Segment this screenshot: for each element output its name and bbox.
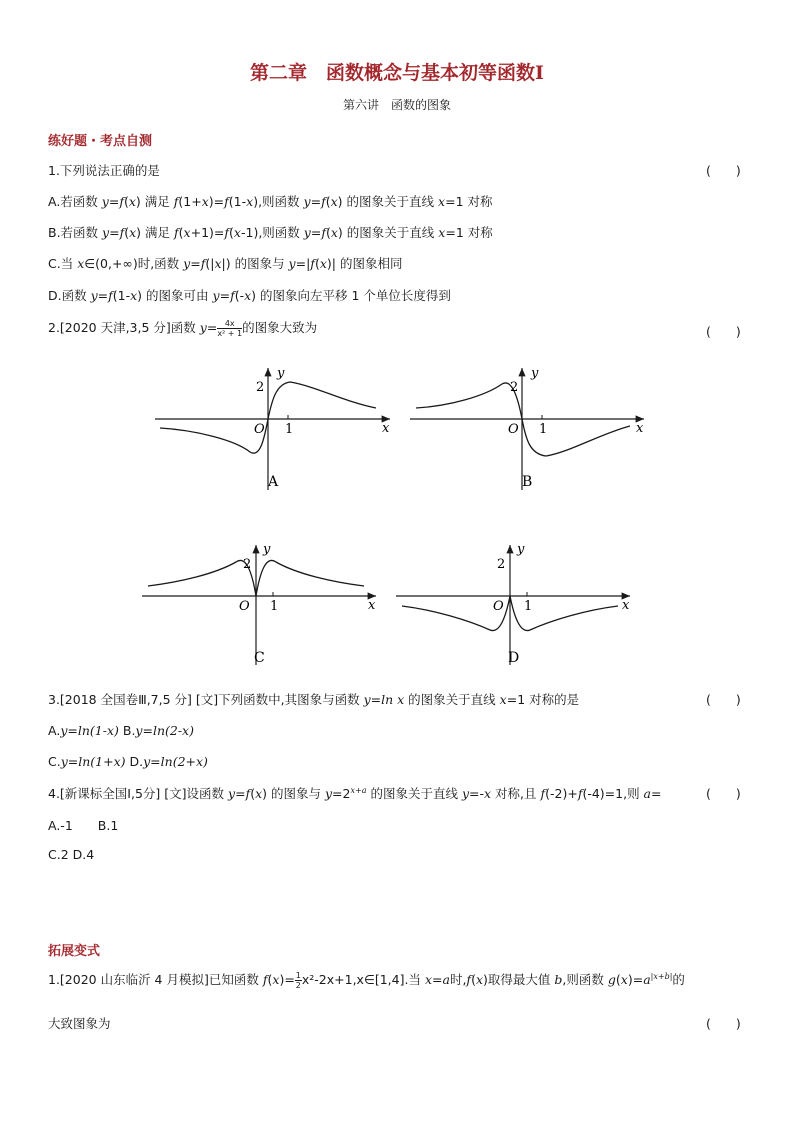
q1-option-d[interactable]: D.函数 y=f(1-x) 的图象可由 y=f(-x) 的图象向左平移 1 个单位长度得到: [48, 288, 451, 303]
graph-a[interactable]: [155, 366, 390, 490]
q2-graphs: [0, 340, 794, 685]
e1-answer-paren: ( ): [706, 1016, 741, 1031]
graph-d[interactable]: [396, 542, 630, 666]
graph-a-label: A: [268, 474, 279, 490]
q4-options-cd[interactable]: C.2 D.4: [48, 847, 95, 862]
graph-d-tick-y: 2: [497, 557, 506, 572]
q1-answer-paren: ( ): [706, 163, 741, 178]
e1-stem-line2: 大致图象为: [48, 1016, 111, 1031]
q2-answer-paren: ( ): [706, 324, 741, 339]
q3-answer-paren: ( ): [706, 692, 741, 707]
e1-stem: 1.[2020 山东临沂 4 月模拟]已知函数 f(x)= $\frac{1}{2}$ x²-2x+1,x∈[1,4].当 x=a时,f(x)取得最大值 b,则函数 $g(x)=a^{|x+b|}$的: [48, 971, 685, 990]
section-title-extension: 拓展变式: [48, 944, 101, 959]
graph-d-label: D: [508, 650, 520, 666]
section-title-practice: 练好题・考点自测: [48, 134, 153, 149]
graph-d-origin: O: [493, 599, 504, 614]
chapter-title: 第二章 函数概念与基本初等函数Ⅰ: [250, 62, 544, 84]
graph-a-tick-x: 1: [285, 422, 294, 437]
graph-c-label: C: [254, 650, 265, 666]
graph-a-tick-y: 2: [256, 380, 265, 395]
q3-stem: 3.[2018 全国卷Ⅲ,7,5 分] [文]下列函数中,其图象与函数 y=ln x 的图象关于直线 x=1 对称的是: [48, 692, 580, 707]
graph-d-y-label: y: [517, 542, 525, 557]
q1-option-c[interactable]: C.当 x∈(0,+∞)时,函数 y=f(|x|) 的图象与 y=|f(x)| 的图象相同: [48, 256, 403, 271]
graph-b-x-label: x: [636, 421, 644, 436]
graph-b[interactable]: [410, 366, 644, 490]
q2-fraction: $\frac{4x}{\text{x² + 1}}$: [217, 319, 243, 338]
q1-option-a[interactable]: A.若函数 y=f(x) 满足 f(1+x)=f(1-x),则函数 y=f(x) 的图象关于直线 x=1 对称: [48, 194, 493, 209]
graph-d-x-label: x: [622, 598, 630, 613]
graph-c[interactable]: [142, 542, 376, 666]
e1-fraction: $\frac{1}{2}$: [295, 971, 301, 990]
q4-answer-paren: ( ): [706, 786, 741, 801]
graph-c-x-label: x: [368, 598, 376, 613]
graph-b-y-label: y: [531, 366, 539, 381]
lesson-subtitle: 第六讲 函数的图象: [342, 98, 451, 112]
graph-b-tick-x: 1: [539, 422, 548, 437]
graph-c-tick-y: 2: [243, 557, 252, 572]
graph-a-y-label: y: [277, 366, 285, 381]
q3-options-cd[interactable]: C.y=ln(1+x) D.y=ln(2+x): [48, 754, 208, 769]
graph-b-origin: O: [508, 422, 519, 437]
q1-stem: 1.下列说法正确的是: [48, 163, 160, 178]
graph-c-tick-x: 1: [270, 599, 279, 614]
graph-b-tick-y: 2: [510, 380, 519, 395]
graph-d-tick-x: 1: [524, 599, 533, 614]
q1-option-b[interactable]: B.若函数 y=f(x) 满足 f(x+1)=f(x-1),则函数 y=f(x) 的图象关于直线 x=1 对称: [48, 225, 493, 240]
graph-b-label: B: [522, 474, 533, 490]
q3-options-ab[interactable]: A.y=ln(1-x) B.y=ln(2-x): [48, 723, 194, 738]
q2-stem: 2.[2020 天津,3,5 分]函数 y= $\frac{4x}{\text{x² + 1}}$ 的图象大致为: [48, 319, 318, 338]
q4-stem: 4.[新课标全国Ⅰ,5分] [文]设函数 y=f(x) 的图象与 $y=2^{x+a}$ 的图象关于直线 y=-x 对称,且 f(-2)+f(-4)=1,则 a=: [48, 785, 662, 801]
graph-c-y-label: y: [263, 542, 271, 557]
graph-c-origin: O: [239, 599, 250, 614]
graph-a-x-label: x: [382, 421, 390, 436]
graph-a-origin: O: [254, 422, 265, 437]
q4-options-ab[interactable]: A.-1 B.1: [48, 818, 119, 833]
